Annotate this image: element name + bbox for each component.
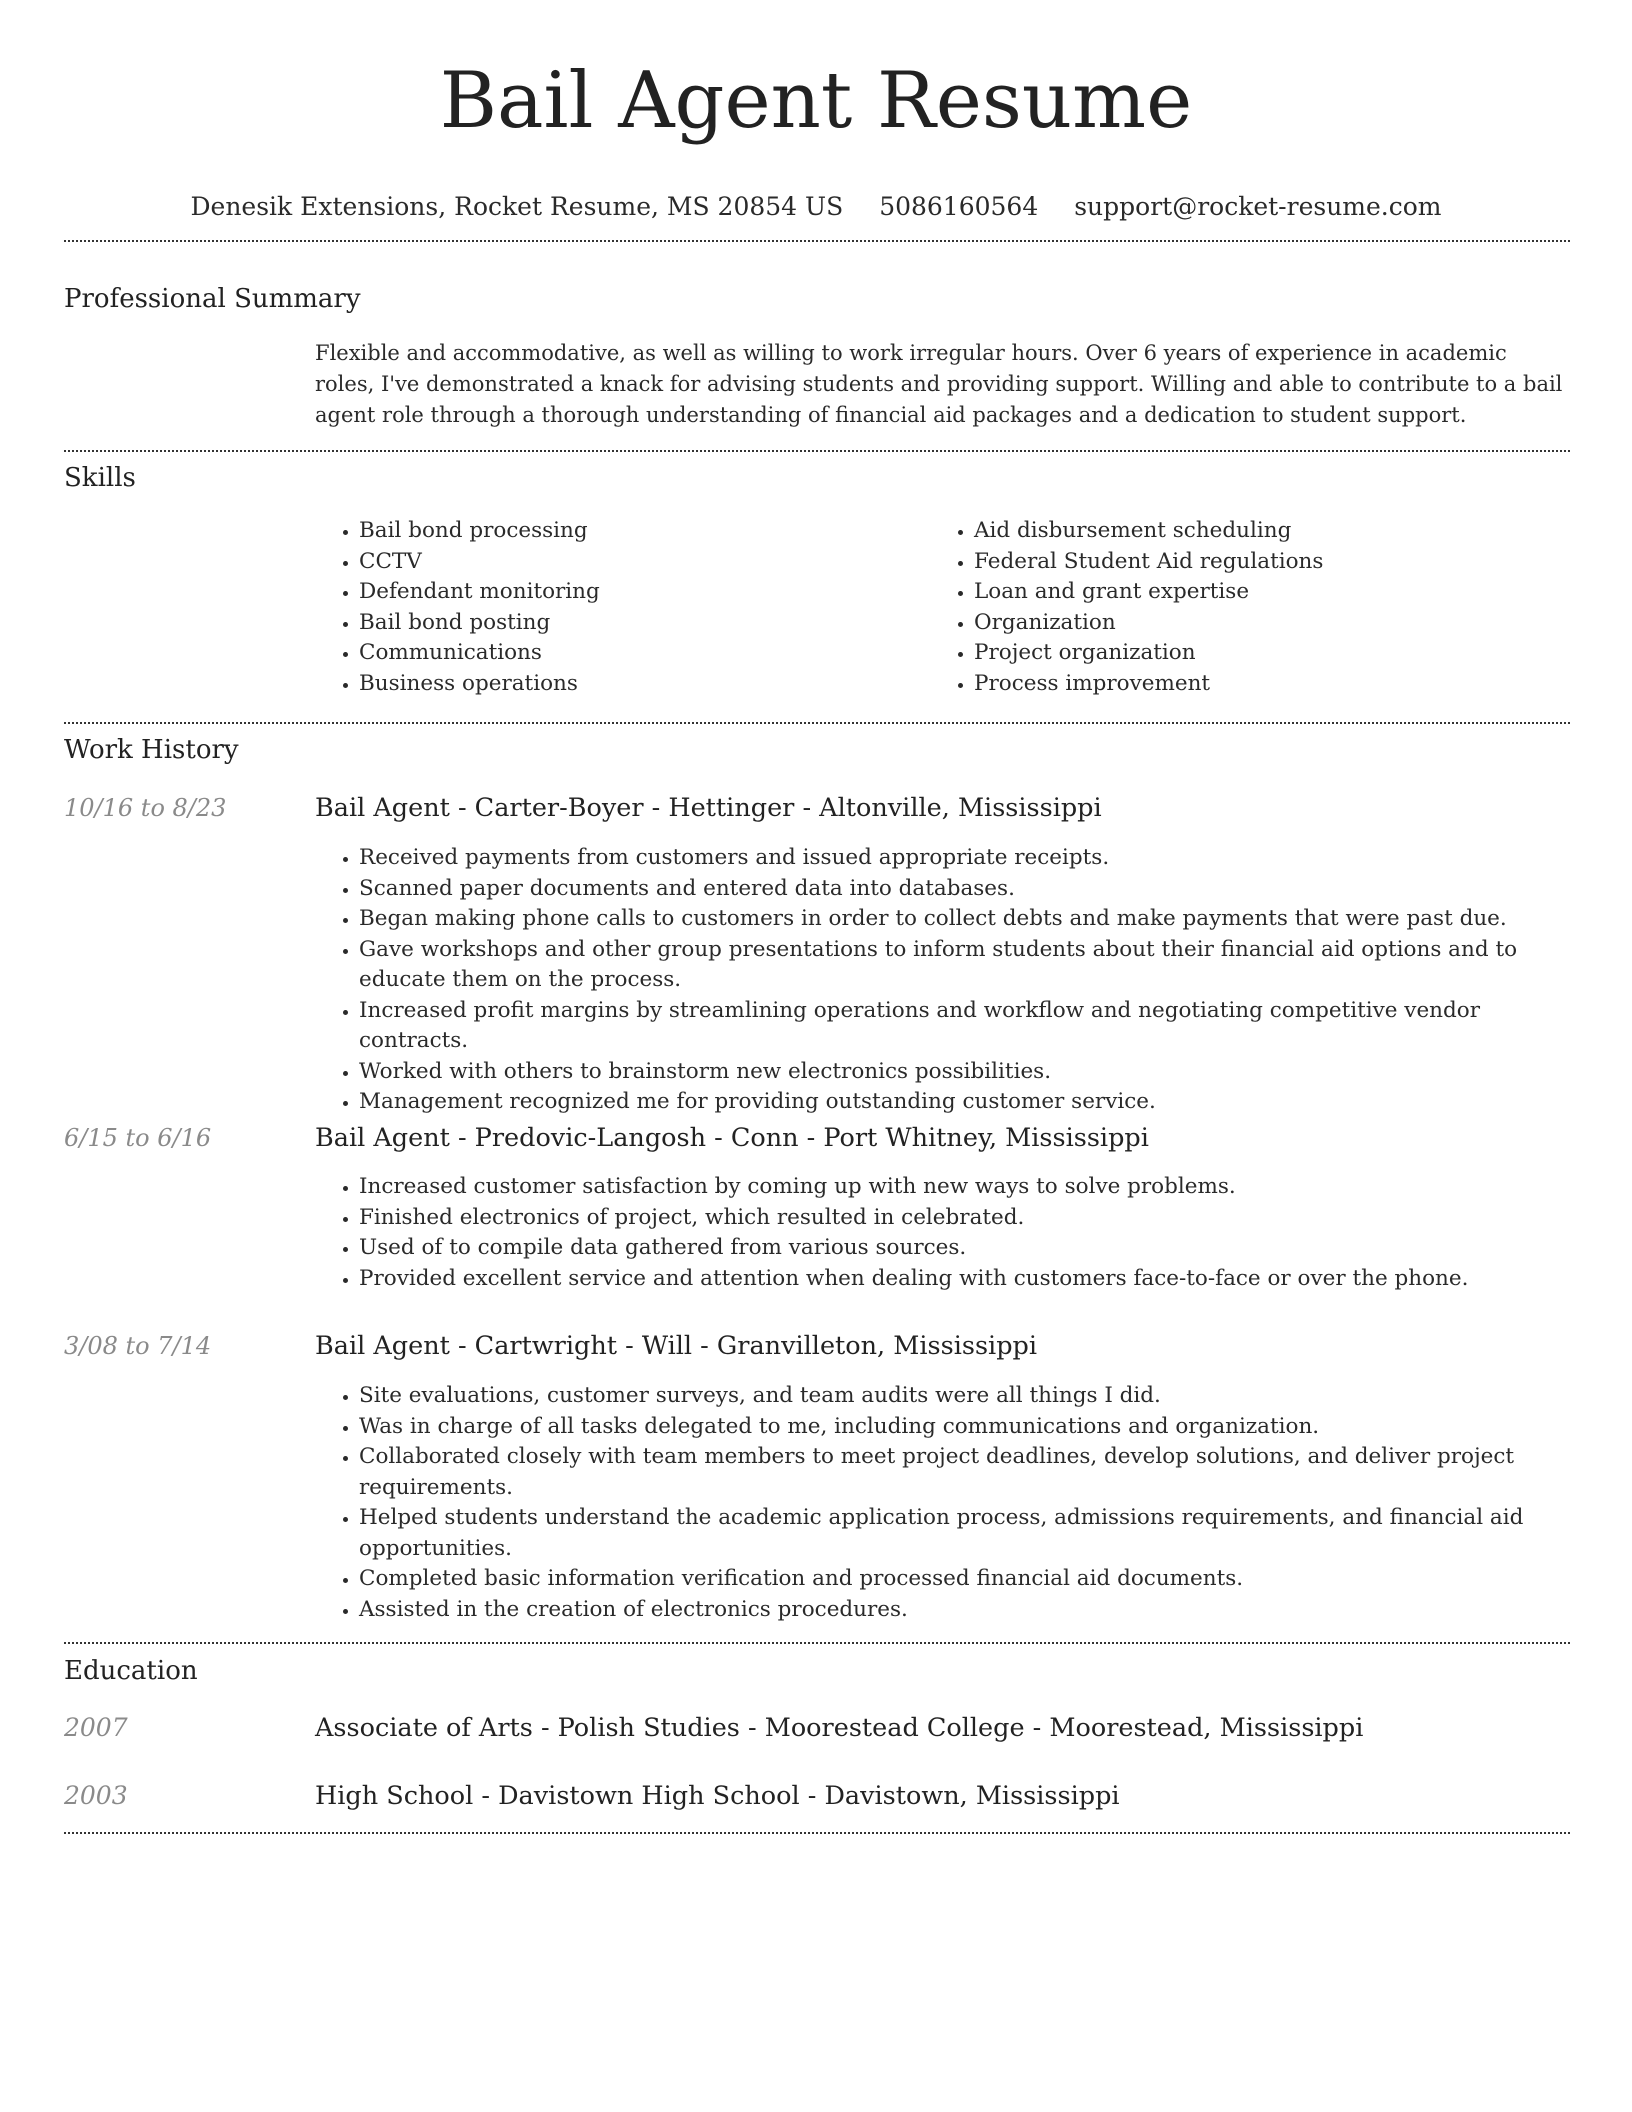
section-divider [64,722,1570,724]
education-year: 2007 [64,1713,128,1742]
job-bullet: • Management recognized me for providing outstanding customer service. [359,1087,1555,1118]
skill-item: • Aid disbursement scheduling [974,516,1520,547]
job-bullet: • Was in charge of all tasks delegated to me, including communications and organization. [359,1412,1555,1443]
skill-item: • CCTV [359,547,905,578]
skills-heading: Skills [64,463,136,493]
job-bullet: • Collaborated closely with team members to meet project deadlines, develop solutions, and deliver project requirements. [359,1442,1555,1503]
job-bullets [315,843,1555,1118]
education-entry [315,1781,1120,1811]
job-bullet: • Increased customer satisfaction by coming up with new ways to solve problems. [359,1172,1555,1203]
skill-item: • Loan and grant expertise [974,577,1520,608]
section-divider [64,240,1570,242]
education-school: - Moorestead College - Moorestead, Mississippi [739,1713,1364,1743]
skill-item: • Bail bond posting [359,608,905,639]
job-title: Bail Agent - Carter-Boyer - Hettinger - Altonville, Mississippi [315,793,1102,823]
contact-line [0,192,1632,222]
skill-item: • Process improvement [974,669,1520,700]
skills-list-right [930,516,1520,699]
skill-item: • Project organization [974,638,1520,669]
job-bullet: • Provided excellent service and attention when dealing with customers face-to-face or over the phone. [359,1264,1555,1295]
job-bullet: • Increased profit margins by streamlining operations and workflow and negotiating competitive vendor contracts. [359,996,1555,1057]
job-bullet: • Worked with others to brainstorm new electronics possibilities. [359,1057,1555,1088]
contact-address: Denesik Extensions, Rocket Resume, MS 20854 US [190,192,844,221]
education-entry [315,1713,1363,1743]
job-bullet: • Gave workshops and other group presentations to inform students about their financial aid options and to educate them on the process. [359,935,1555,996]
summary-text: Flexible and accommodative, as well as willing to work irregular hours. Over 6 years of experience in academic roles, I've demonstrated a knack for advising students and providing support. Willing and able to contribute to a bail agent role through a thorough understanding of financial aid packages and a dedication to student support. [315,341,1563,427]
resume-title: Bail Agent Resume [439,56,1193,146]
contact-phone: 5086160564 [879,192,1039,221]
contact-email: support@rocket-resume.com [1074,192,1442,221]
skill-item: • Organization [974,608,1520,639]
job-bullet: • Finished electronics of project, which resulted in celebrated. [359,1203,1555,1234]
job-bullet: • Site evaluations, customer surveys, and team audits were all things I did. [359,1381,1555,1412]
job-bullet: • Received payments from customers and issued appropriate receipts. [359,843,1555,874]
section-divider [64,450,1570,452]
job-title: Bail Agent - Predovic-Langosh - Conn - Port Whitney, Mississippi [315,1123,1149,1153]
section-divider [64,1642,1570,1644]
education-degree: High School [315,1781,474,1811]
education-school: - Davistown High School - Davistown, Mississippi [473,1781,1120,1811]
skills-list-left [315,516,905,699]
skill-item: • Communications [359,638,905,669]
section-divider [64,1832,1570,1834]
job-bullets [315,1381,1555,1625]
job-bullet: • Used of to compile data gathered from various sources. [359,1233,1555,1264]
work-heading: Work History [64,735,239,765]
skill-item: • Business operations [359,669,905,700]
job-dates: 10/16 to 8/23 [64,794,227,822]
skill-item: • Defendant monitoring [359,577,905,608]
education-heading: Education [64,1656,198,1686]
job-bullet: • Began making phone calls to customers in order to collect debts and make payments that were past due. [359,904,1555,935]
job-bullet: • Helped students understand the academic application process, admissions requirements, and financial aid opportunities. [359,1503,1555,1564]
skill-item: • Bail bond processing [359,516,905,547]
job-dates: 3/08 to 7/14 [64,1332,212,1360]
job-bullet: • Scanned paper documents and entered data into databases. [359,874,1555,905]
job-title: Bail Agent - Cartwright - Will - Granvilleton, Mississippi [315,1331,1037,1361]
job-bullet: • Assisted in the creation of electronics procedures. [359,1595,1555,1626]
summary-heading: Professional Summary [64,284,361,314]
job-bullet: • Completed basic information verification and processed financial aid documents. [359,1564,1555,1595]
education-degree: Associate of Arts - Polish Studies [315,1713,740,1743]
skill-item: • Federal Student Aid regulations [974,547,1520,578]
job-dates: 6/15 to 6/16 [64,1124,212,1152]
job-bullets [315,1172,1555,1294]
education-year: 2003 [64,1781,128,1810]
